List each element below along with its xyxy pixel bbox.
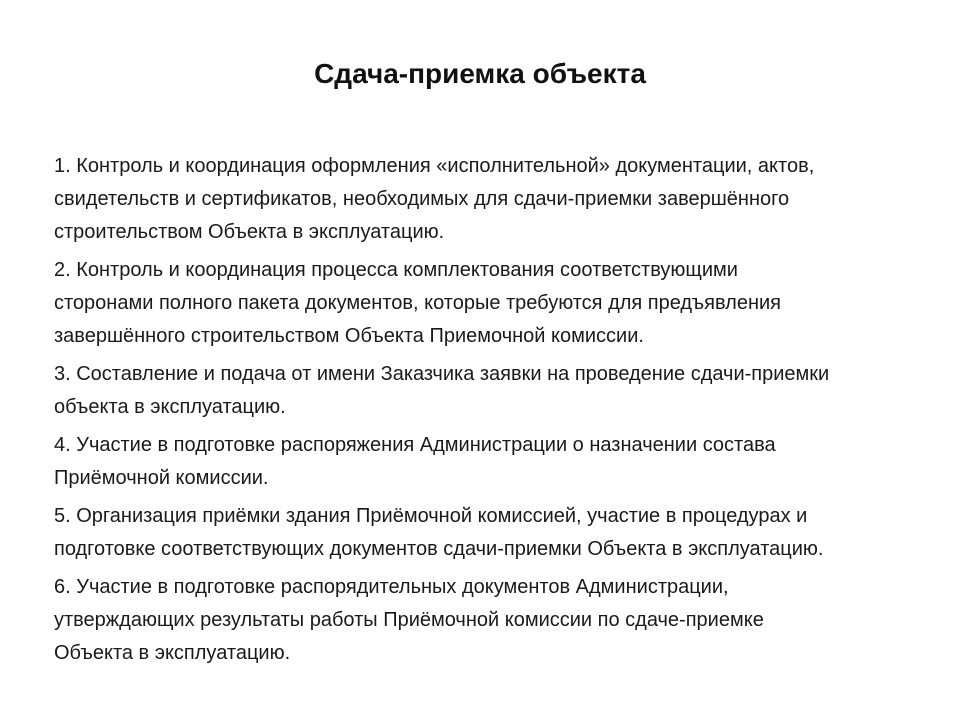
- list-item-2: 2. Контроль и координация процесса комплектования соответствующими сторонами полного пакета документов, которые требуются для предъявления завершённого строительством Объекта Приемочной комиссии.: [54, 259, 782, 347]
- list-item-5: 5. Организация приёмки здания Приёмочной комиссией, участие в процедурах и подготовке соответствующих документов сдачи-приемки Объекта в эксплуатацию.: [54, 505, 824, 560]
- list-item-1: 1. Контроль и координация оформления «исполнительной» документации, актов, свидетельств и сертификатов, необходимых для сдачи-приемки завершённого строительством Объекта в эксплуатацию.: [54, 155, 815, 243]
- slide-title: Сдача-приемка объекта: [314, 58, 646, 89]
- list-item-3: 3. Составление и подача от имени Заказчика заявки на проведение сдачи-приемки объекта в эксплуатацию.: [54, 363, 830, 418]
- item-list: [54, 150, 934, 675]
- list-item-4: 4. Участие в подготовке распоряжения Администрации о назначении состава Приёмочной комиссии.: [54, 434, 776, 489]
- list-item-6: 6. Участие в подготовке распорядительных документов Администрации, утверждающих результаты работы Приёмочной комиссии по сдаче-приемке Объекта в эксплуатацию.: [54, 576, 764, 664]
